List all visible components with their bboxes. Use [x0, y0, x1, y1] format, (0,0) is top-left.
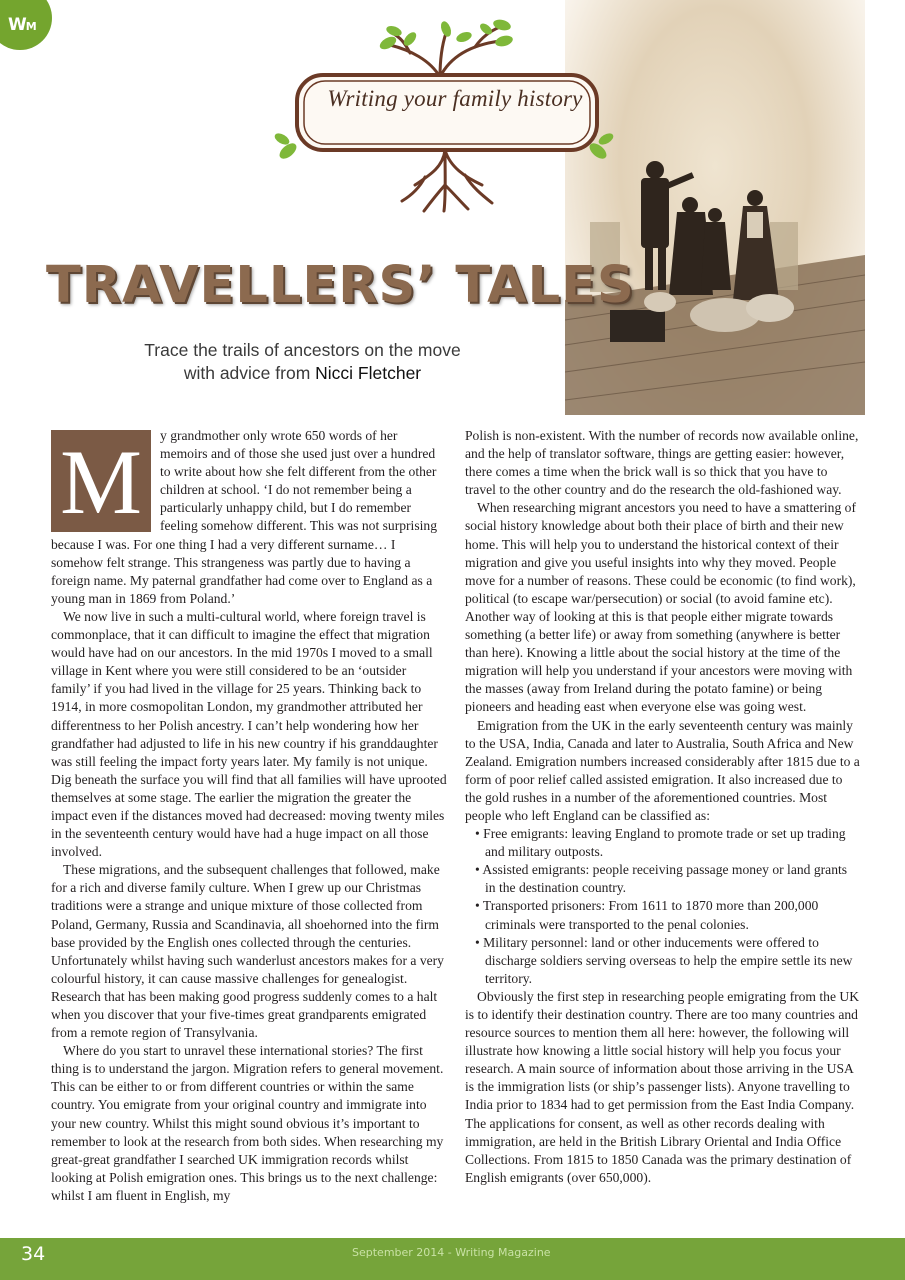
page-footer: [0, 1238, 905, 1280]
paragraph: We now live in such a multi-cultural world, where foreign travel is commonplace, that it can difficult to imagine the effect that migration would have had on our ancestors. In the mid 1970s I moved to a small village in Kent where you were still considered to be an ‘outsider family’ if you had lived in the village for 25 years. Thinking back to 1914, in more cosmopolitan London, my grandmother attributed her differentness to her Polish ancestry. I can’t help wondering how her grandfather had adjusted to life in his new country if his granddaughter was still feeling the impact forty years later. My family is not unique. Dig beneath the surface you will find that all families will have uprooted themselves at some stage. The earlier the migration the greater the impact even if the distances moved had decreased: moving twenty miles in the seventeenth century would have had a huge impact on all those involved.: [51, 608, 447, 860]
paragraph: Emigration from the UK in the early seventeenth century was mainly to the USA, India, Canada and later to Australia, South Africa and New Zealand. Emigration numbers increased considerably after 1815 due to a form of poor relief called assisted emigration. It also increased due to the gold rushes in a number of the aforementioned countries. Most people who left England can be classified as:: [465, 717, 860, 823]
left-column: [51, 427, 448, 1205]
right-column: [465, 427, 860, 1187]
article-subtitle: [105, 339, 500, 385]
subtitle-line-2: [105, 362, 500, 385]
paragraph: Polish is non-existent. With the number of records now available online, and the help of translator software, things are getting easier: however, there comes a time when the brick wall is so thick that you have to travel to the other country and do the research the old-fashioned way.: [465, 428, 859, 498]
bullet-item: • Assisted emigrants: people receiving passage money or land grants in the destination country.: [475, 862, 848, 896]
author-name: Nicci Fletcher: [315, 363, 422, 383]
paragraph: y grandmother only wrote 650 words of her memoirs and of those she used just over a hundred to write about how she felt different from the other children at school. ‘I do not remember being a particularly unhappy child, but I do remember feeling somehow different. This was not surprising because I was. For one thing I had a very different surname… I somehow felt strange. This strangeness was partly due to having a foreign name. My paternal grandfather had come over to England as a young man in 1869 from Poland.’: [51, 428, 437, 606]
bullet-item: • Transported prisoners: From 1611 to 1870 more than 200,000 criminals were transported to the penal colonies.: [475, 898, 819, 932]
magazine-logo-text: [8, 15, 36, 35]
family-tree-banner: [260, 15, 620, 220]
bullet-item: • Military personnel: land or other inducements were offered to discharge soldiers serving overseas to help the empire settle its new territory.: [475, 934, 853, 986]
paragraph: Where do you start to unravel these international stories? The first thing is to understand the jargon. Migration refers to general movement. This can be either to or from different countries or within the same country. You emigrate from your original country and immigrate into your new country. Whilst this might sound obvious it’s important to remember to look at the research from both sides. When researching my great-great grandfather I searched UK immigration records whilst looking at Polish emigration ones. This brings us to the next challenge: whilst I am fluent in English, my: [51, 1043, 444, 1203]
page-number: 34: [21, 1243, 46, 1265]
subtitle-prefix: with advice from: [183, 363, 316, 383]
logo-main-letter: W: [8, 15, 26, 35]
logo-sub-letter: M: [25, 20, 36, 33]
paragraph: Obviously the first step in researching people emigrating from the UK is to identify their destination country. There are too many countries and resource sources to mention them all here: however, the following will illustrate how knowing a little social history will help you focus your research. A main source of information about those arriving in the USA is the immigration lists (or ship’s passenger lists). Anyone travelling to India prior to 1834 had to get permission from the East India Company. The applications for consent, as well as other records dealing with immigration, are held in the British Library Oriental and India Office Collections. From 1815 to 1850 Canada was the primary destination of English emigrants (over 650,000).: [465, 988, 860, 1185]
subtitle-line-1: Trace the trails of ancestors on the move: [144, 340, 461, 360]
article-title: TRAVELLERS’ TALES: [46, 256, 635, 315]
drop-cap: M: [51, 430, 151, 532]
paragraph: When researching migrant ancestors you need to have a smattering of social history knowledge about both their place of birth and their new home. This will help you to understand the historical context of their migration and give you useful insights into why they moved. People move for a number of reasons. These could be economic (to find work), political (to escape war/persecution) or social (to avoid famine etc). Another way of looking at this is that people either migrate towards something (a better life) or away from something (anywhere is better than here). Knowing a little about the social history at the time of the migration will help you understand if your ancestors were moving with the masses (away from Ireland during the potato famine) or being pioneers and heading east when everyone else was going west.: [465, 500, 856, 715]
section-banner-title: Writing your family history: [327, 86, 583, 111]
footer-issue-text: September 2014 - Writing Magazine: [352, 1246, 551, 1259]
paragraph: These migrations, and the subsequent challenges that followed, make for a rich and diverse family culture. When I grew up our Christmas traditions were a strange and unique mixture of those collected from Poland, Germany, Russia and Scandinavia, all shoehorned into the firm base provided by the English ones collected through the centuries. Unfortunately whilst having such wanderlust ancestors makes for a very colourful history, it can cause massive challenges for genealogist. Research that has been making good progress suddenly comes to a halt when you discover that your five-times great grandparents emigrated from a remote region of Transylvania.: [51, 862, 444, 1041]
bullet-item: • Free emigrants: leaving England to promote trade or set up trading and military outposts.: [475, 826, 846, 860]
